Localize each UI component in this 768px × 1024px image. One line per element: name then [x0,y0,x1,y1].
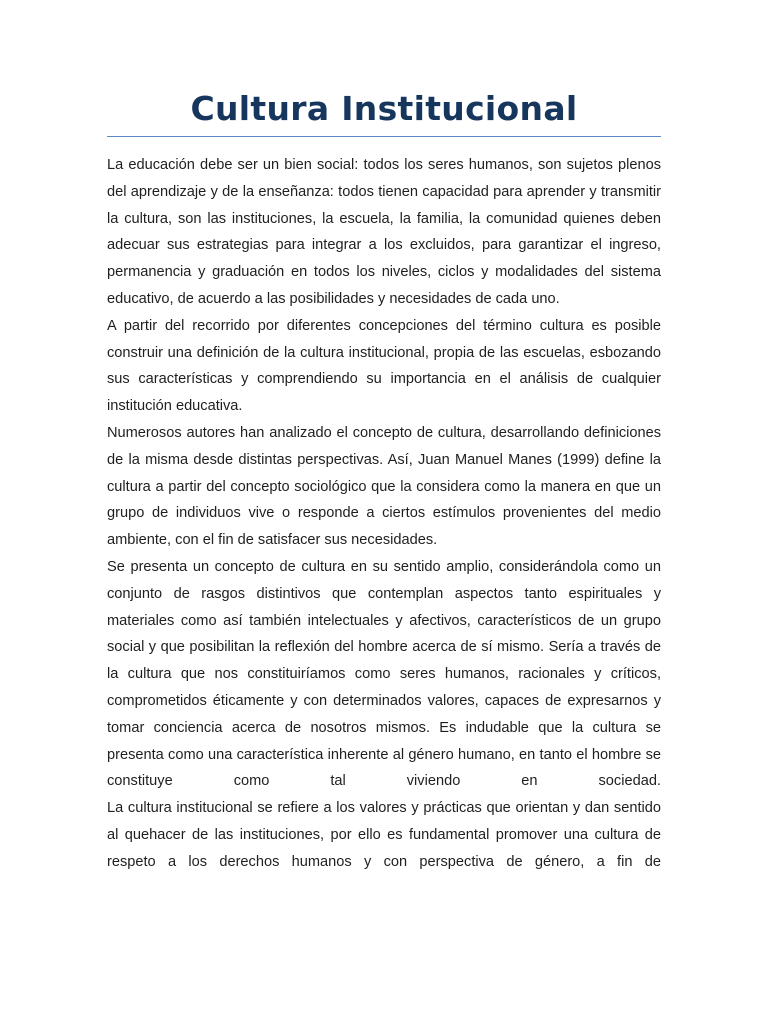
document-page [107,0,661,876]
document-title: Cultura Institucional [190,89,578,128]
document-body [107,152,661,876]
paragraph-3: Numerosos autores han analizado el concepto de cultura, desarrollando definiciones de la misma desde distintas perspectivas. Así, Juan Manuel Manes (1999) define la cultura a partir del concepto sociológico que la considera como la manera en que un grupo de individuos vive o responde a ciertos estímulos provenientes del medio ambiente, con el fin de satisfacer sus necesidades. [107,424,661,549]
paragraph-1: La educación debe ser un bien social: todos los seres humanos, son sujetos plenos del aprendizaje y de la enseñanza: todos tienen capacidad para aprender y transmitir la cultura, son las instituciones, la escuela, la familia, la comunidad quienes deben adecuar sus estrategias para integrar a los excluidos, para garantizar el ingreso, permanencia y graduación en todos los niveles, ciclos y modalidades del sistema educativo, de acuerdo a las posibilidades y necesidades de cada uno. [107,157,661,307]
paragraph-4: Se presenta un concepto de cultura en su sentido amplio, considerándola como un conjunto de rasgos distintivos que contemplan aspectos tanto espirituales y materiales como así también intelectuales y afectivos, característicos de un grupo social y que posibilitan la reflexión del hombre acerca de sí mismo. Sería a través de la cultura que nos constituiríamos como seres humanos, racionales y críticos, comprometidos éticamente y con determinados valores, capaces de expresarnos y tomar conciencia acerca de nosotros mismos. Es indudable que la cultura se presenta como una característica inherente al género humano, en tanto el hombre se constituye como tal viviendo en sociedad. [107,558,661,790]
paragraph-2: A partir del recorrido por diferentes concepciones del término cultura es posible construir una definición de la cultura institucional, propia de las escuelas, esbozando sus características y comprendiendo su importancia en el análisis de cualquier institución educativa. [107,317,661,415]
paragraph-5: La cultura institucional se refiere a los valores y prácticas que orientan y dan sentido al quehacer de las instituciones, por ello es fundamental promover una cultura de respeto a los derechos humanos y con perspectiva de género, a fin de [107,800,661,870]
title-underline [107,136,661,137]
